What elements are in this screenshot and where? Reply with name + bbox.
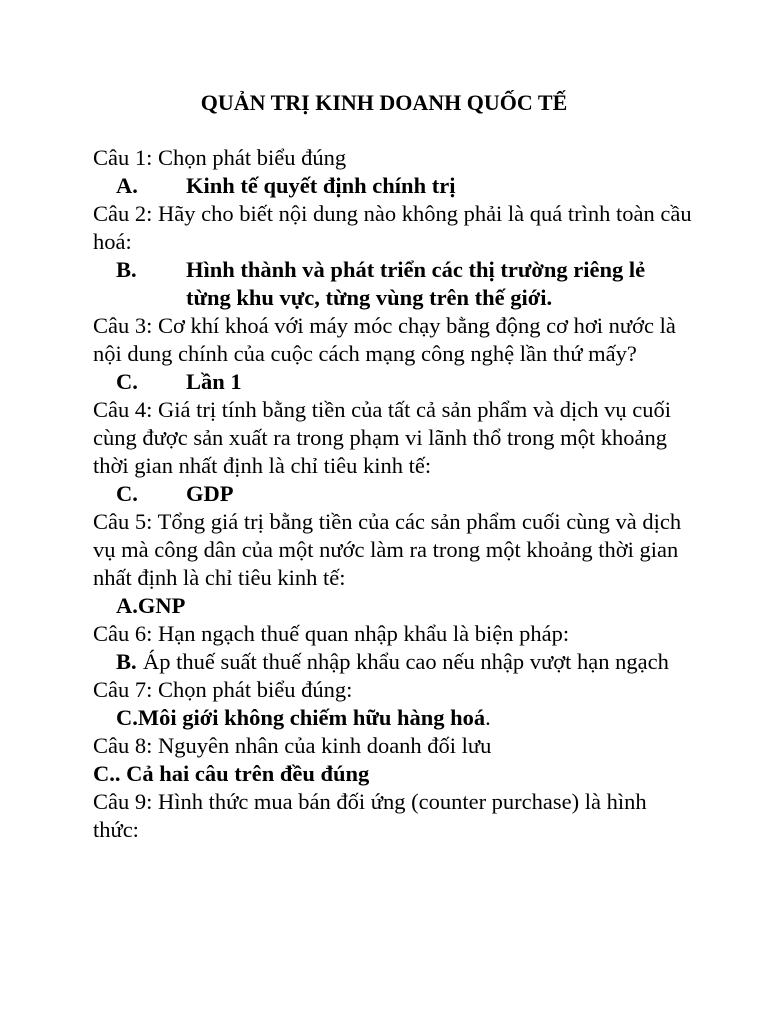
answer-5 — [93, 592, 693, 620]
answer-7 — [93, 704, 693, 732]
answer-suffix: . — [485, 705, 491, 730]
question-5: Câu 5: Tổng giá trị bằng tiền của các sản phẩm cuối cùng và dịch vụ mà công dân của một nước làm ra trong một khoảng thời gian nhất định là chỉ tiêu kinh tế: — [93, 509, 682, 590]
question-7: Câu 7: Chọn phát biểu đúng: — [93, 677, 353, 702]
question-1: Câu 1: Chọn phát biểu đúng — [93, 145, 347, 170]
answer-text: Hình thành và phát triển các thị trường riêng lẻ từng khu vực, từng vùng trên thế giới. — [186, 257, 646, 310]
answer-8 — [93, 760, 693, 788]
answer-text: Kinh tế quyết định chính trị — [186, 173, 456, 198]
question-8: Câu 8: Nguyên nhân của kinh doanh đối lưu — [93, 733, 492, 758]
question-2: Câu 2: Hãy cho biết nội dung nào không phải là quá trình toàn cầu hoá: — [93, 201, 692, 254]
question-6: Câu 6: Hạn ngạch thuế quan nhập khẩu là biện pháp: — [93, 621, 570, 646]
answer-2 — [93, 256, 693, 312]
answer-text: Môi giới không chiếm hữu hàng hoá — [137, 705, 486, 730]
question-9: Câu 9: Hình thức mua bán đối ứng (counter purchase) là hình thức: — [93, 789, 647, 842]
answer-letter: A. — [116, 593, 138, 618]
answer-text: GDP — [186, 481, 234, 506]
answer-letter: B. — [116, 257, 137, 282]
answer-4 — [93, 480, 693, 508]
document-body — [93, 144, 693, 844]
answer-text: Lần 1 — [186, 369, 242, 394]
answer-letter: C. — [116, 481, 138, 506]
question-3: Câu 3: Cơ khí khoá với máy móc chạy bằng động cơ hơi nước là nội dung chính của cuộc cách mạng công nghệ lần thứ mấy? — [93, 313, 676, 366]
question-4: Câu 4: Giá trị tính bằng tiền của tất cả sản phẩm và dịch vụ cuối cùng được sản xuất ra trong phạm vi lãnh thổ trong một khoảng thời gian nhất định là chỉ tiêu kinh tế: — [93, 397, 671, 478]
answer-text: Áp thuế suất thuế nhập khẩu cao nếu nhập vượt hạn ngạch — [143, 649, 669, 674]
document-title: QUẢN TRỊ KINH DOANH QUỐC TẾ — [200, 90, 568, 115]
answer-1 — [93, 172, 693, 200]
answer-6 — [93, 648, 693, 676]
answer-letter: C. — [116, 705, 138, 730]
answer-text: Cả hai câu trên đều đúng — [126, 761, 370, 786]
answer-letter: A. — [116, 173, 138, 198]
answer-letter: C. — [116, 369, 138, 394]
answer-text: GNP — [137, 593, 186, 618]
answer-letter: C.. — [93, 761, 121, 786]
answer-letter: B. — [116, 649, 137, 674]
answer-3 — [93, 368, 693, 396]
